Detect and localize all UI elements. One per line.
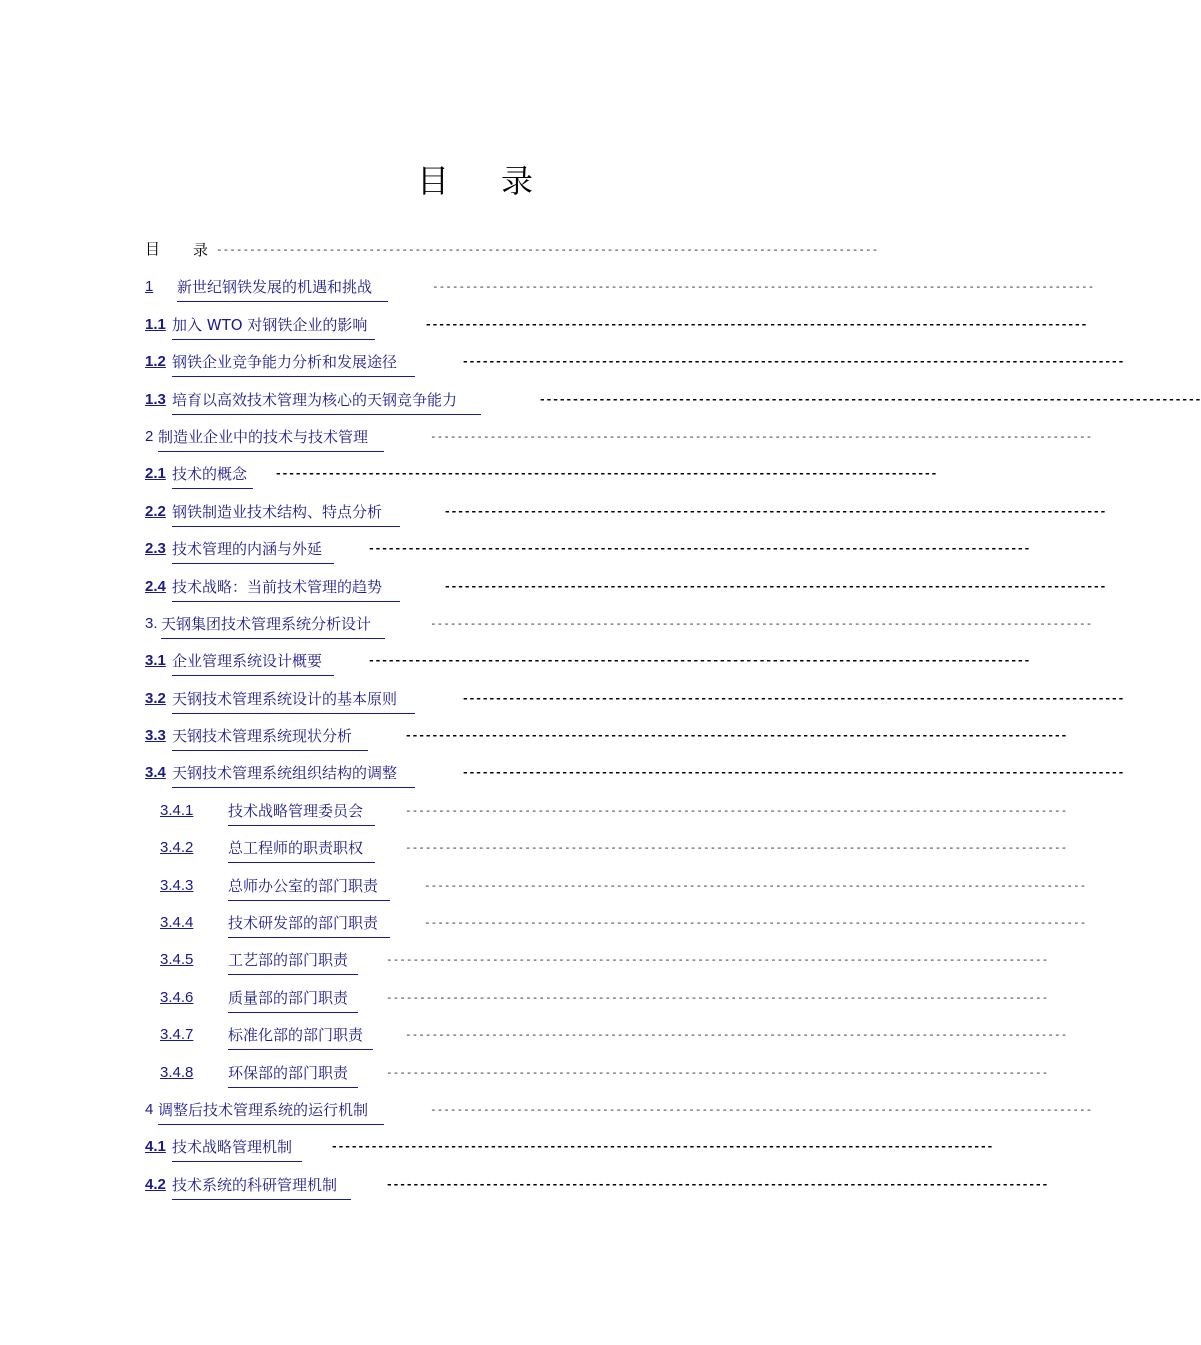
toc-title[interactable]: 调整后技术管理系统的运行机制 <box>158 1097 384 1125</box>
toc-leader: ---------------------------------------------------------------------------------------------------- <box>539 392 1201 406</box>
table-of-contents <box>0 237 1201 1209</box>
toc-title[interactable]: 技术管理的内涵与外延 <box>172 536 334 564</box>
toc-leader: ---------------------------------------------------------------------------------------------------- <box>368 654 1031 668</box>
toc-row[interactable] <box>0 760 1125 797</box>
toc-number[interactable]: 3.1 <box>145 652 166 670</box>
toc-row[interactable] <box>0 424 1093 461</box>
toc-number[interactable]: 2.3 <box>145 540 166 558</box>
toc-title[interactable]: 技术战略管理委员会 <box>228 798 375 826</box>
toc-leader: ---------------------------------------------------------------------------------------------------- <box>462 766 1125 780</box>
toc-title[interactable]: 总工程师的职责职权 <box>228 835 375 863</box>
toc-leader: ---------------------------------------------------------------------------------------------------- <box>275 467 938 481</box>
toc-number[interactable]: 3.2 <box>145 689 166 707</box>
toc-number[interactable]: 1 <box>145 278 154 296</box>
toc-row[interactable] <box>0 499 1107 536</box>
toc-title[interactable]: 钢铁企业竞争能力分析和发展途径 <box>172 349 415 377</box>
toc-row[interactable] <box>0 1022 1068 1059</box>
toc-title[interactable]: 技术系统的科研管理机制 <box>172 1172 351 1200</box>
toc-row[interactable] <box>0 461 950 498</box>
toc-leader: ---------------------------------------------------------------------------------------------------- <box>430 429 1093 443</box>
toc-title[interactable]: 技术研发部的部门职责 <box>228 910 390 938</box>
toc-title[interactable]: 质量部的部门职责 <box>228 985 358 1013</box>
toc-title[interactable]: 技术战略管理机制 <box>172 1134 302 1162</box>
toc-row[interactable] <box>0 611 1093 648</box>
toc-leader: ---------------------------------------------------------------------------------------------------- <box>462 691 1125 705</box>
toc-row[interactable] <box>0 835 1068 872</box>
toc-row[interactable] <box>0 274 1095 311</box>
toc-row[interactable] <box>0 985 1049 1022</box>
toc-leader: ---------------------------------------------------------------------------------------------------- <box>424 878 1087 892</box>
toc-title[interactable]: 天钢技术管理系统现状分析 <box>172 723 368 751</box>
toc-leader: ---------------------------------------------------------------------------------------------------- <box>425 317 1088 331</box>
toc-leader: ---------------------------------------------------------------------------------------------------- <box>386 953 1049 967</box>
toc-leader: ---------------------------------------------------------------------------------------------------- <box>331 1140 994 1154</box>
toc-row[interactable] <box>0 873 1087 910</box>
toc-number[interactable]: 3.4.7 <box>160 1026 194 1044</box>
toc-title[interactable]: 钢铁制造业技术结构、特点分析 <box>172 499 400 527</box>
toc-title[interactable]: 新世纪钢铁发展的机遇和挑战 <box>177 274 388 302</box>
toc-number[interactable]: 3.4.5 <box>160 951 194 969</box>
toc-title[interactable]: 天钢集团技术管理系统分析设计 <box>161 611 385 639</box>
toc-title[interactable]: 加入 WTO 对钢铁企业的影响 <box>172 312 375 340</box>
page-title <box>0 156 950 202</box>
toc-title[interactable]: 总师办公室的部门职责 <box>228 873 390 901</box>
toc-row[interactable] <box>0 574 1107 611</box>
toc-title[interactable]: 天钢技术管理系统设计的基本原则 <box>172 686 415 714</box>
toc-number[interactable]: 4.2 <box>145 1175 166 1193</box>
toc-row[interactable] <box>0 686 1125 723</box>
toc-number[interactable]: 2 <box>145 427 154 445</box>
toc-number[interactable]: 2.1 <box>145 465 166 483</box>
toc-row[interactable] <box>0 798 1068 835</box>
toc-row[interactable] <box>0 349 1125 386</box>
toc-title[interactable]: 企业管理系统设计概要 <box>172 648 334 676</box>
toc-leader: ---------------------------------------------------------------------------------------------------- <box>424 916 1087 930</box>
toc-leader: ---------------------------------------------------------------------------------------------------- <box>462 355 1125 369</box>
toc-title[interactable]: 技术战略：当前技术管理的趋势 <box>172 574 400 602</box>
toc-number[interactable]: 3.4.2 <box>160 839 194 857</box>
toc-title: 录 <box>193 241 209 259</box>
toc-title[interactable]: 培育以高效技术管理为核心的天钢竞争能力 <box>172 387 481 415</box>
title-char-2: 录 <box>501 162 534 200</box>
toc-leader: ---------------------------------------------------------------------------------------------------- <box>386 1065 1049 1079</box>
toc-number[interactable]: 4 <box>145 1100 154 1118</box>
toc-number[interactable]: 3.4.1 <box>160 801 194 819</box>
toc-leader: ---------------------------------------------------------------------------------------------------- <box>368 542 1031 556</box>
toc-number[interactable]: 3.4 <box>145 764 166 782</box>
toc-row[interactable] <box>0 1097 1093 1134</box>
toc-leader: ---------------------------------------------------------------------------------------------------- <box>432 280 1095 294</box>
toc-leader: ---------------------------------------------------------------------------------------------------- <box>430 616 1093 630</box>
toc-leader: ---------------------------------------------------------------------------------------------------- <box>405 729 1068 743</box>
toc-number: 目 <box>145 241 161 258</box>
toc-leader: ---------------------------------------------------------------------------------------------------- <box>405 803 1068 817</box>
toc-number[interactable]: 1.1 <box>145 315 166 333</box>
toc-row[interactable] <box>0 910 1087 947</box>
toc-number[interactable]: 1.2 <box>145 353 166 371</box>
toc-title[interactable]: 环保部的部门职责 <box>228 1060 358 1088</box>
toc-number[interactable]: 1.3 <box>145 390 166 408</box>
toc-row[interactable] <box>0 648 1031 685</box>
toc-leader: ---------------------------------------------------------------------------------------------------- <box>405 1028 1068 1042</box>
toc-title[interactable]: 工艺部的部门职责 <box>228 947 358 975</box>
toc-row[interactable] <box>0 312 1088 349</box>
toc-leader: ---------------------------------------------------------------------------------------------------- <box>430 1102 1093 1116</box>
title-char-1: 目 <box>416 162 449 200</box>
toc-number[interactable]: 2.4 <box>145 577 166 595</box>
toc-row[interactable] <box>0 1134 994 1171</box>
toc-number[interactable]: 2.2 <box>145 502 166 520</box>
toc-row[interactable] <box>0 723 1068 760</box>
toc-leader: ---------------------------------------------------------------------------------------------------- <box>444 579 1107 593</box>
toc-title[interactable]: 技术的概念 <box>172 461 253 489</box>
toc-leader: ---------------------------------------------------------------------------------------------------- <box>216 243 879 256</box>
toc-number[interactable]: 3. <box>145 614 158 632</box>
toc-number[interactable]: 3.4.3 <box>160 876 194 894</box>
toc-row[interactable] <box>0 1060 1049 1097</box>
toc-number[interactable]: 3.4.8 <box>160 1063 194 1081</box>
toc-leader: ---------------------------------------------------------------------------------------------------- <box>444 504 1107 518</box>
toc-title[interactable]: 天钢技术管理系统组织结构的调整 <box>172 760 415 788</box>
toc-row[interactable] <box>0 387 1201 424</box>
toc-leader: ---------------------------------------------------------------------------------------------------- <box>386 1177 1049 1191</box>
toc-row[interactable] <box>0 237 950 274</box>
toc-number[interactable]: 3.4.4 <box>160 914 194 932</box>
toc-number[interactable]: 3.3 <box>145 727 166 745</box>
toc-number[interactable]: 4.1 <box>145 1138 166 1156</box>
toc-row[interactable] <box>0 536 1031 573</box>
toc-leader: ---------------------------------------------------------------------------------------------------- <box>405 841 1068 855</box>
toc-leader: ---------------------------------------------------------------------------------------------------- <box>386 990 1049 1004</box>
toc-row[interactable] <box>0 1172 1049 1209</box>
toc-row[interactable] <box>0 947 1049 984</box>
toc-number[interactable]: 3.4.6 <box>160 988 194 1006</box>
toc-title[interactable]: 标准化部的部门职责 <box>228 1022 373 1050</box>
toc-title[interactable]: 制造业企业中的技术与技术管理 <box>158 424 384 452</box>
